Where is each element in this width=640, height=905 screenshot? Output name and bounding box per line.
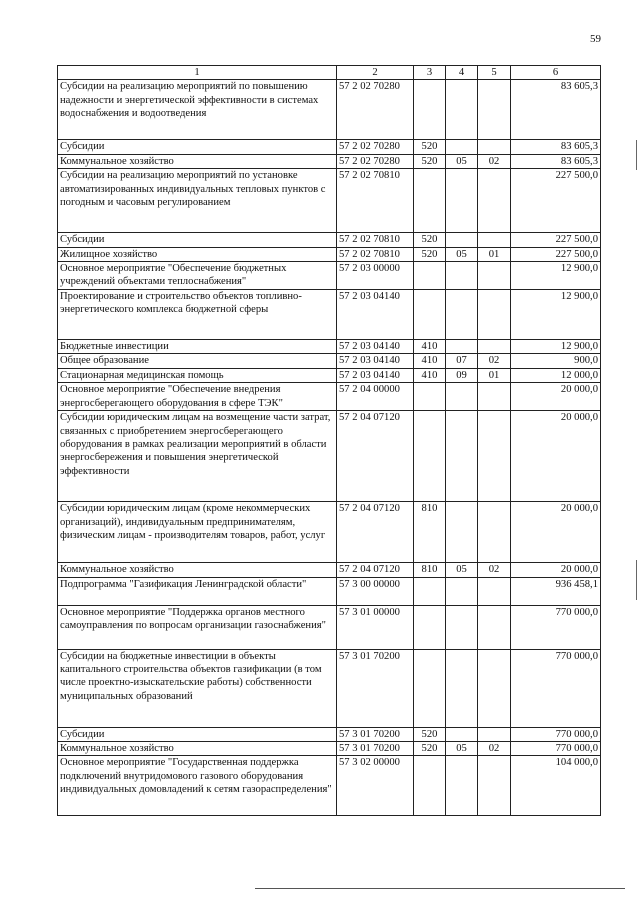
table-row [58, 140, 601, 154]
row-c3: 410 [414, 340, 446, 354]
row-c3: 520 [414, 140, 446, 154]
row-code: 57 2 02 70280 [337, 80, 414, 140]
row-c4: 05 [446, 742, 478, 756]
row-c4 [446, 411, 478, 502]
row-code: 57 2 02 70810 [337, 233, 414, 247]
budget-table [57, 65, 601, 816]
row-amount: 770 000,0 [511, 727, 601, 741]
col-header-5: 5 [478, 66, 511, 80]
row-name: Субсидии юридическим лицам на возмещение части затрат, связанных с приобретением энергосберегающего оборудования в рамках реализации мероприятий в области энергосбережения и повышения энергетической эффективности [58, 411, 337, 502]
col-header-4: 4 [446, 66, 478, 80]
row-amount: 936 458,1 [511, 577, 601, 605]
table-row [58, 756, 601, 816]
scan-edge-mark [636, 140, 637, 170]
row-c3 [414, 649, 446, 727]
scan-bottom-line [255, 888, 625, 889]
row-c4 [446, 649, 478, 727]
row-name: Подпрограмма "Газификация Ленинградской области" [58, 577, 337, 605]
row-c5 [478, 290, 511, 340]
row-amount: 770 000,0 [511, 742, 601, 756]
row-c5 [478, 169, 511, 233]
row-code: 57 2 02 70810 [337, 247, 414, 261]
row-amount: 12 900,0 [511, 290, 601, 340]
table-row [58, 605, 601, 649]
row-c4 [446, 383, 478, 411]
row-code: 57 3 02 00000 [337, 756, 414, 816]
row-code: 57 2 02 70810 [337, 169, 414, 233]
row-c3 [414, 169, 446, 233]
row-code: 57 2 03 04140 [337, 290, 414, 340]
table-row [58, 577, 601, 605]
row-name: Субсидии [58, 233, 337, 247]
row-amount: 227 500,0 [511, 169, 601, 233]
row-c3: 520 [414, 247, 446, 261]
row-code: 57 2 04 07120 [337, 502, 414, 563]
row-name: Проектирование и строительство объектов топливно-энергетического комплекса бюджетной сферы [58, 290, 337, 340]
row-amount: 227 500,0 [511, 247, 601, 261]
row-c4 [446, 577, 478, 605]
row-amount: 900,0 [511, 354, 601, 368]
row-code: 57 3 01 70200 [337, 727, 414, 741]
row-name: Основное мероприятие "Государственная поддержка подключений внутридомового газового оборудования индивидуальных домовладений к сетям газораспределения" [58, 756, 337, 816]
row-name: Субсидии [58, 140, 337, 154]
scan-edge-mark [636, 560, 637, 600]
row-c5 [478, 502, 511, 563]
row-c3 [414, 262, 446, 290]
row-c3: 810 [414, 502, 446, 563]
row-code: 57 2 03 04140 [337, 340, 414, 354]
row-c3: 410 [414, 368, 446, 382]
row-c3 [414, 577, 446, 605]
table-row [58, 727, 601, 741]
row-c4 [446, 502, 478, 563]
row-name: Субсидии на реализацию мероприятий по установке автоматизированных индивидуальных тепловых пунктов с погодным и часовым регулированием [58, 169, 337, 233]
row-code: 57 2 04 07120 [337, 411, 414, 502]
row-c5: 02 [478, 354, 511, 368]
row-code: 57 3 01 70200 [337, 649, 414, 727]
row-c4: 05 [446, 247, 478, 261]
row-c4: 09 [446, 368, 478, 382]
row-c4: 07 [446, 354, 478, 368]
table-row [58, 354, 601, 368]
row-c5 [478, 411, 511, 502]
table-row [58, 742, 601, 756]
table-row [58, 411, 601, 502]
row-c4 [446, 605, 478, 649]
col-header-3: 3 [414, 66, 446, 80]
row-name: Субсидии на реализацию мероприятий по повышению надежности и энергетической эффективности в системах водоснабжения и водоотведения [58, 80, 337, 140]
table-row [58, 233, 601, 247]
table-row [58, 563, 601, 577]
table-header-row [58, 66, 601, 80]
row-amount: 20 000,0 [511, 383, 601, 411]
row-c4 [446, 727, 478, 741]
row-c5 [478, 605, 511, 649]
table-row [58, 154, 601, 168]
row-c5 [478, 577, 511, 605]
row-c3: 520 [414, 154, 446, 168]
row-c5 [478, 383, 511, 411]
row-name: Субсидии [58, 727, 337, 741]
row-code: 57 2 04 07120 [337, 563, 414, 577]
row-code: 57 3 00 00000 [337, 577, 414, 605]
row-code: 57 2 03 04140 [337, 354, 414, 368]
row-c4 [446, 233, 478, 247]
row-c5 [478, 340, 511, 354]
row-code: 57 2 02 70280 [337, 154, 414, 168]
row-c3 [414, 605, 446, 649]
row-c4 [446, 290, 478, 340]
row-c4 [446, 169, 478, 233]
row-amount: 12 900,0 [511, 262, 601, 290]
row-c3: 410 [414, 354, 446, 368]
row-amount: 12 900,0 [511, 340, 601, 354]
row-code: 57 3 01 70200 [337, 742, 414, 756]
row-c5: 02 [478, 154, 511, 168]
row-code: 57 2 04 00000 [337, 383, 414, 411]
row-amount: 83 605,3 [511, 80, 601, 140]
row-c5 [478, 140, 511, 154]
row-amount: 20 000,0 [511, 411, 601, 502]
table-row [58, 169, 601, 233]
row-code: 57 2 02 70280 [337, 140, 414, 154]
row-c3 [414, 411, 446, 502]
row-c5 [478, 649, 511, 727]
row-name: Бюджетные инвестиции [58, 340, 337, 354]
table-row [58, 383, 601, 411]
row-c3 [414, 290, 446, 340]
row-c3 [414, 756, 446, 816]
table-row [58, 649, 601, 727]
row-c3: 810 [414, 563, 446, 577]
row-name: Коммунальное хозяйство [58, 742, 337, 756]
row-c4: 05 [446, 563, 478, 577]
row-c3: 520 [414, 233, 446, 247]
row-c5: 01 [478, 368, 511, 382]
row-c4: 05 [446, 154, 478, 168]
row-c5 [478, 727, 511, 741]
page-number: 59 [590, 33, 601, 45]
row-amount: 104 000,0 [511, 756, 601, 816]
row-c3: 520 [414, 742, 446, 756]
row-amount: 83 605,3 [511, 140, 601, 154]
row-name: Основное мероприятие "Поддержка органов местного самоуправления по вопросам организации газоснабжения" [58, 605, 337, 649]
row-amount: 227 500,0 [511, 233, 601, 247]
row-amount: 770 000,0 [511, 649, 601, 727]
row-c5: 02 [478, 742, 511, 756]
table-row [58, 368, 601, 382]
table-row [58, 290, 601, 340]
table-row [58, 247, 601, 261]
table-row [58, 262, 601, 290]
row-amount: 20 000,0 [511, 563, 601, 577]
table-row [58, 502, 601, 563]
row-c5 [478, 80, 511, 140]
row-name: Коммунальное хозяйство [58, 563, 337, 577]
row-c5: 01 [478, 247, 511, 261]
row-c4 [446, 756, 478, 816]
row-c4 [446, 140, 478, 154]
row-name: Коммунальное хозяйство [58, 154, 337, 168]
row-c3 [414, 383, 446, 411]
row-c4 [446, 80, 478, 140]
row-c5 [478, 262, 511, 290]
row-c5: 02 [478, 563, 511, 577]
row-code: 57 3 01 00000 [337, 605, 414, 649]
row-amount: 770 000,0 [511, 605, 601, 649]
row-name: Общее образование [58, 354, 337, 368]
col-header-2: 2 [337, 66, 414, 80]
col-header-1: 1 [58, 66, 337, 80]
row-c4 [446, 340, 478, 354]
row-c5 [478, 233, 511, 247]
row-name: Субсидии на бюджетные инвестиции в объекты капитального строительства объектов газификации (в том числе проектно-изыскательские работы) собственности муниципальных образований [58, 649, 337, 727]
row-amount: 20 000,0 [511, 502, 601, 563]
table-row [58, 340, 601, 354]
row-c4 [446, 262, 478, 290]
row-name: Основное мероприятие "Обеспечение бюджетных учреждений объектами теплоснабжения" [58, 262, 337, 290]
table-row [58, 80, 601, 140]
row-c5 [478, 756, 511, 816]
row-amount: 12 000,0 [511, 368, 601, 382]
row-name: Основное мероприятие "Обеспечение внедрения энергосберегающего оборудования в сфере ТЭК" [58, 383, 337, 411]
row-amount: 83 605,3 [511, 154, 601, 168]
row-name: Стационарная медицинская помощь [58, 368, 337, 382]
row-code: 57 2 03 04140 [337, 368, 414, 382]
row-c3 [414, 80, 446, 140]
row-code: 57 2 03 00000 [337, 262, 414, 290]
row-c3: 520 [414, 727, 446, 741]
row-name: Жилищное хозяйство [58, 247, 337, 261]
row-name: Субсидии юридическим лицам (кроме некоммерческих организаций), индивидуальным предпринимателям, физическим лицам - производителям товаров, работ, услуг [58, 502, 337, 563]
col-header-6: 6 [511, 66, 601, 80]
